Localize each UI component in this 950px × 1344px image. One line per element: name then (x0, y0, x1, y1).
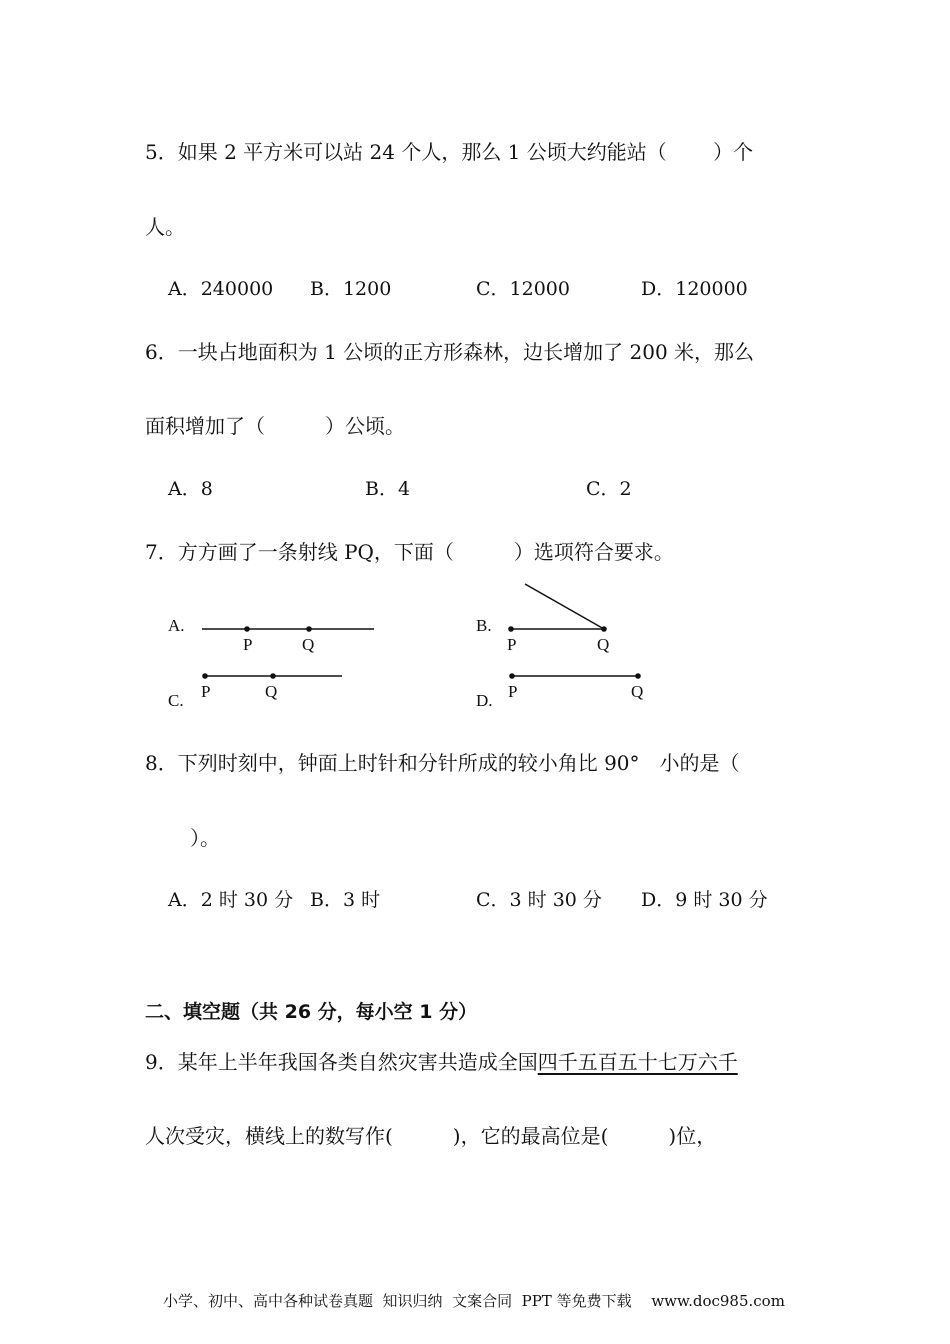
q9-underlined-number: 四千五百五十七万六千 (537, 1050, 738, 1074)
q7-option-a-p: P (243, 635, 253, 654)
q7-d-point-p (509, 673, 515, 679)
q5-option-a: A．240000 (168, 278, 274, 300)
q6-line2: 面积增加了（ ）公顷。 (145, 414, 405, 438)
q8-option-a: A．2 时 30 分 (168, 889, 294, 911)
q7-option-d-letter: D. (476, 691, 493, 710)
q7-option-c-p: P (201, 682, 211, 701)
q7-option-c-letter: C. (168, 691, 184, 710)
q7-option-b-p: P (507, 635, 517, 654)
q5-option-c: C．12000 (476, 278, 570, 300)
q7-b-point-p (508, 626, 514, 632)
q7-b-point-q (601, 626, 607, 632)
q7-d-point-q (635, 673, 641, 679)
q7-a-point-q (306, 626, 312, 632)
q7-option-b-letter: B. (476, 616, 492, 635)
q7-option-c-q: Q (265, 682, 278, 701)
q7-option-b-q: Q (597, 635, 610, 654)
q5-option-d: D．120000 (641, 278, 748, 300)
q9-line2: 人次受灾，横线上的数写作( )，它的最高位是( )位， (145, 1124, 717, 1148)
q6-option-a: A．8 (168, 478, 213, 500)
q7-c-point-p (202, 673, 208, 679)
q8-option-d: D．9 时 30 分 (641, 889, 768, 911)
page-footer: 小学、初中、高中各种试卷真题 知识归纳 文案合同 PPT 等免费下载 www.doc985.com (163, 1292, 785, 1310)
q9-line1-prefix: 9．某年上半年我国各类自然灾害共造成全国 (145, 1050, 538, 1074)
q7-a-point-p (244, 626, 250, 632)
q8-option-c: C．3 时 30 分 (476, 889, 602, 911)
q9-line1 (145, 1050, 738, 1074)
q7-option-a-letter: A. (168, 616, 185, 635)
q7-b-ray (525, 584, 604, 629)
q8-option-b: B．3 时 (310, 889, 381, 911)
q7-option-a-q: Q (302, 635, 315, 654)
q7-line1: 7．方方画了一条射线 PQ，下面（ ）选项符合要求。 (145, 540, 674, 564)
q7-option-d-q: Q (631, 682, 644, 701)
q7-c-point-q (270, 673, 276, 679)
section-heading: 二、填空题（共 26 分，每小空 1 分） (145, 1001, 478, 1023)
q5-option-b: B．1200 (310, 278, 392, 300)
q7-option-d-p: P (508, 682, 518, 701)
q8-line1: 8．下列时刻中，钟面上时针和分针所成的较小角比 90° 小的是（ (145, 751, 740, 775)
q6-option-b: B．4 (365, 478, 411, 500)
q8-line2: ）。 (190, 826, 220, 850)
q5-line2: 人。 (145, 215, 185, 239)
q6-line1: 6．一块占地面积为 1 公顷的正方形森林，边长增加了 200 米，那么 (145, 340, 755, 364)
q6-option-c: C．2 (586, 478, 632, 500)
q5-line1: 5．如果 2 平方米可以站 24 个人，那么 1 公顷大约能站（ ）个 (145, 140, 754, 164)
